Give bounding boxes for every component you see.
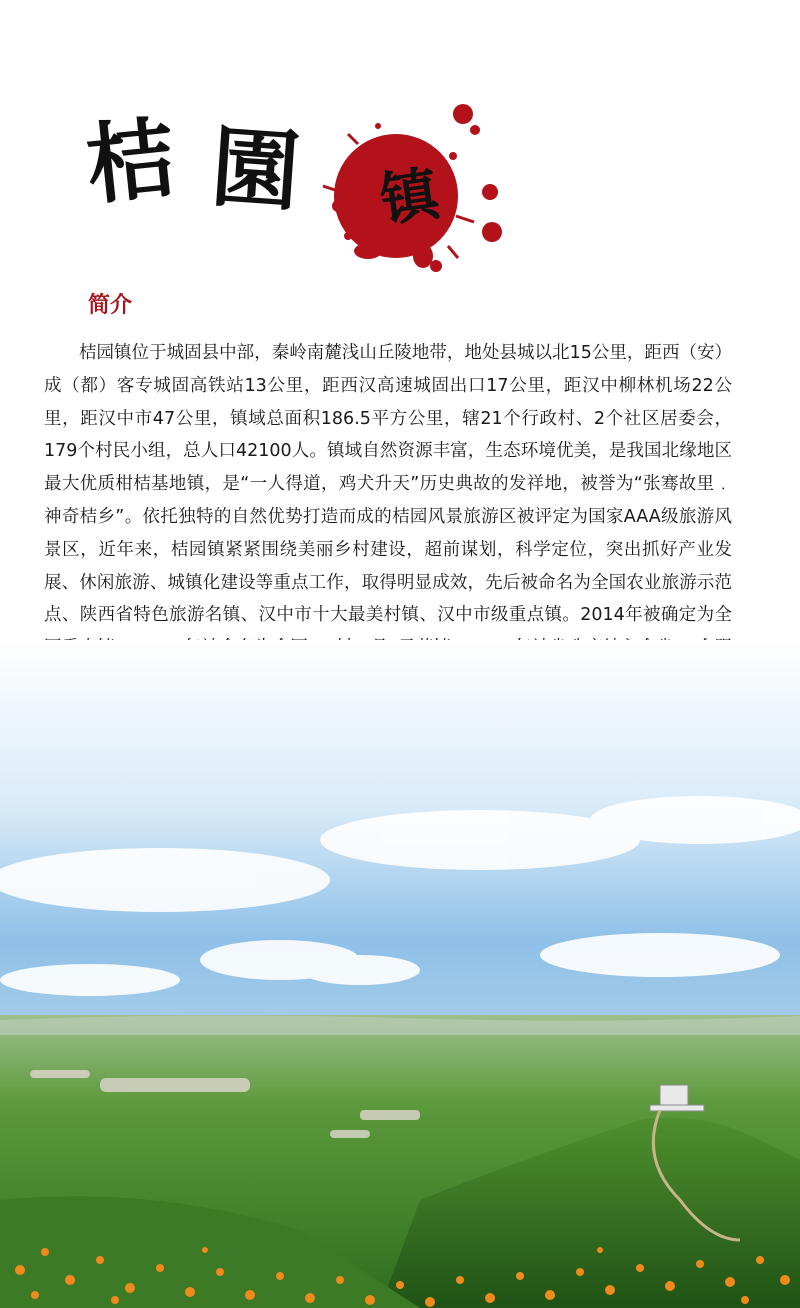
section-heading: 简介 bbox=[88, 293, 133, 318]
title-char-yuan: 園 bbox=[208, 114, 304, 224]
landscape-photo bbox=[0, 640, 800, 1308]
title-block bbox=[0, 0, 800, 290]
seal-char-zhen: 镇 bbox=[376, 159, 444, 235]
title-char-ju: 桔 bbox=[81, 104, 180, 218]
intro-paragraph: 桔园镇位于城固县中部，秦岭南麓浅山丘陵地带，地处县城以北15公里，距西（安）成（都）客专城固高铁站13公里，距西汉高速城固出口17公里，距汉中柳林机场22公里，距汉中市47公里，镇域总面积186.5平方公里，辖21个行政村、2个社区居委会，179个村民小组，总人口42100人。镇域自然资源丰富，生态环境优美，是我国北缘地区最大优质柑桔基地镇，是“一人得道，鸡犬升天”历史典故的发祥地，被誉为“张骞故里﹒神奇桔乡”。依托独特的自然优势打造而成的桔园风景旅游区被评定为国家AAA级旅游风景区，近年来，桔园镇紧紧围绕美丽乡村建设，超前谋划，科学定位，突出抓好产业发展、休闲旅游、城镇化建设等重点工作，取得明显成效，先后被命名为全国农业旅游示范点、陕西省特色旅游名镇、汉中市十大最美村镇、汉中市级重点镇。2014年被确定为全 bbox=[44, 343, 732, 626]
